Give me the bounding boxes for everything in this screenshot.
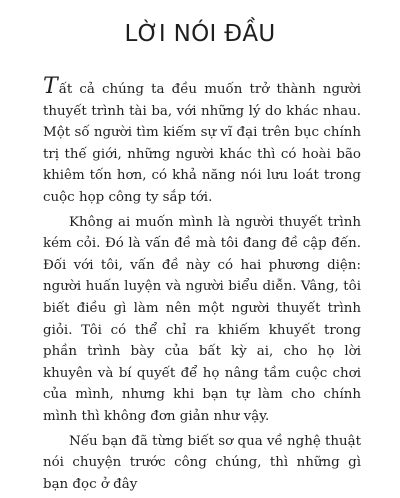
- document-body: [43, 74, 361, 498]
- paragraph-3: Nếu bạn đã từng biết sơ qua về nghệ thuật nói chuyện trước công chúng, thì những gì bạn đọc ở đây: [43, 433, 361, 492]
- drop-cap: T: [43, 74, 58, 99]
- paragraph-2: Không ai muốn mình là người thuyết trình kém cỏi. Đó là vấn đề mà tôi đang đề cập đến. Đối với tôi, vấn đề này có hai phương diện: người huấn luyện và người biểu diễn. Vâng, tôi biết điều gì làm nên một người thuyết trình giỏi. Tôi có thể chỉ ra khiếm khuyết trong phần trình bày của bất kỳ ai, cho họ lời khuyên và bí quyết để họ nâng tầm cuộc chơi của mình, nhưng khi bạn tự làm cho chính mình thì không đơn giản như vậy.: [43, 214, 361, 424]
- paragraph-1-text: ất cả chúng ta đều muốn trở thành người thuyết trình tài ba, với những lý do khác nhau. Một số người tìm kiếm sự vĩ đại trên bục chính trị thế giới, những người khác thì có hoài bão khiêm tốn hơn, có khả năng nói lưu loát trong cuộc họp công ty sắp tới.: [43, 82, 361, 205]
- paragraph-1: [43, 74, 361, 209]
- page-title: LỜI NÓI ĐẦU: [124, 21, 276, 48]
